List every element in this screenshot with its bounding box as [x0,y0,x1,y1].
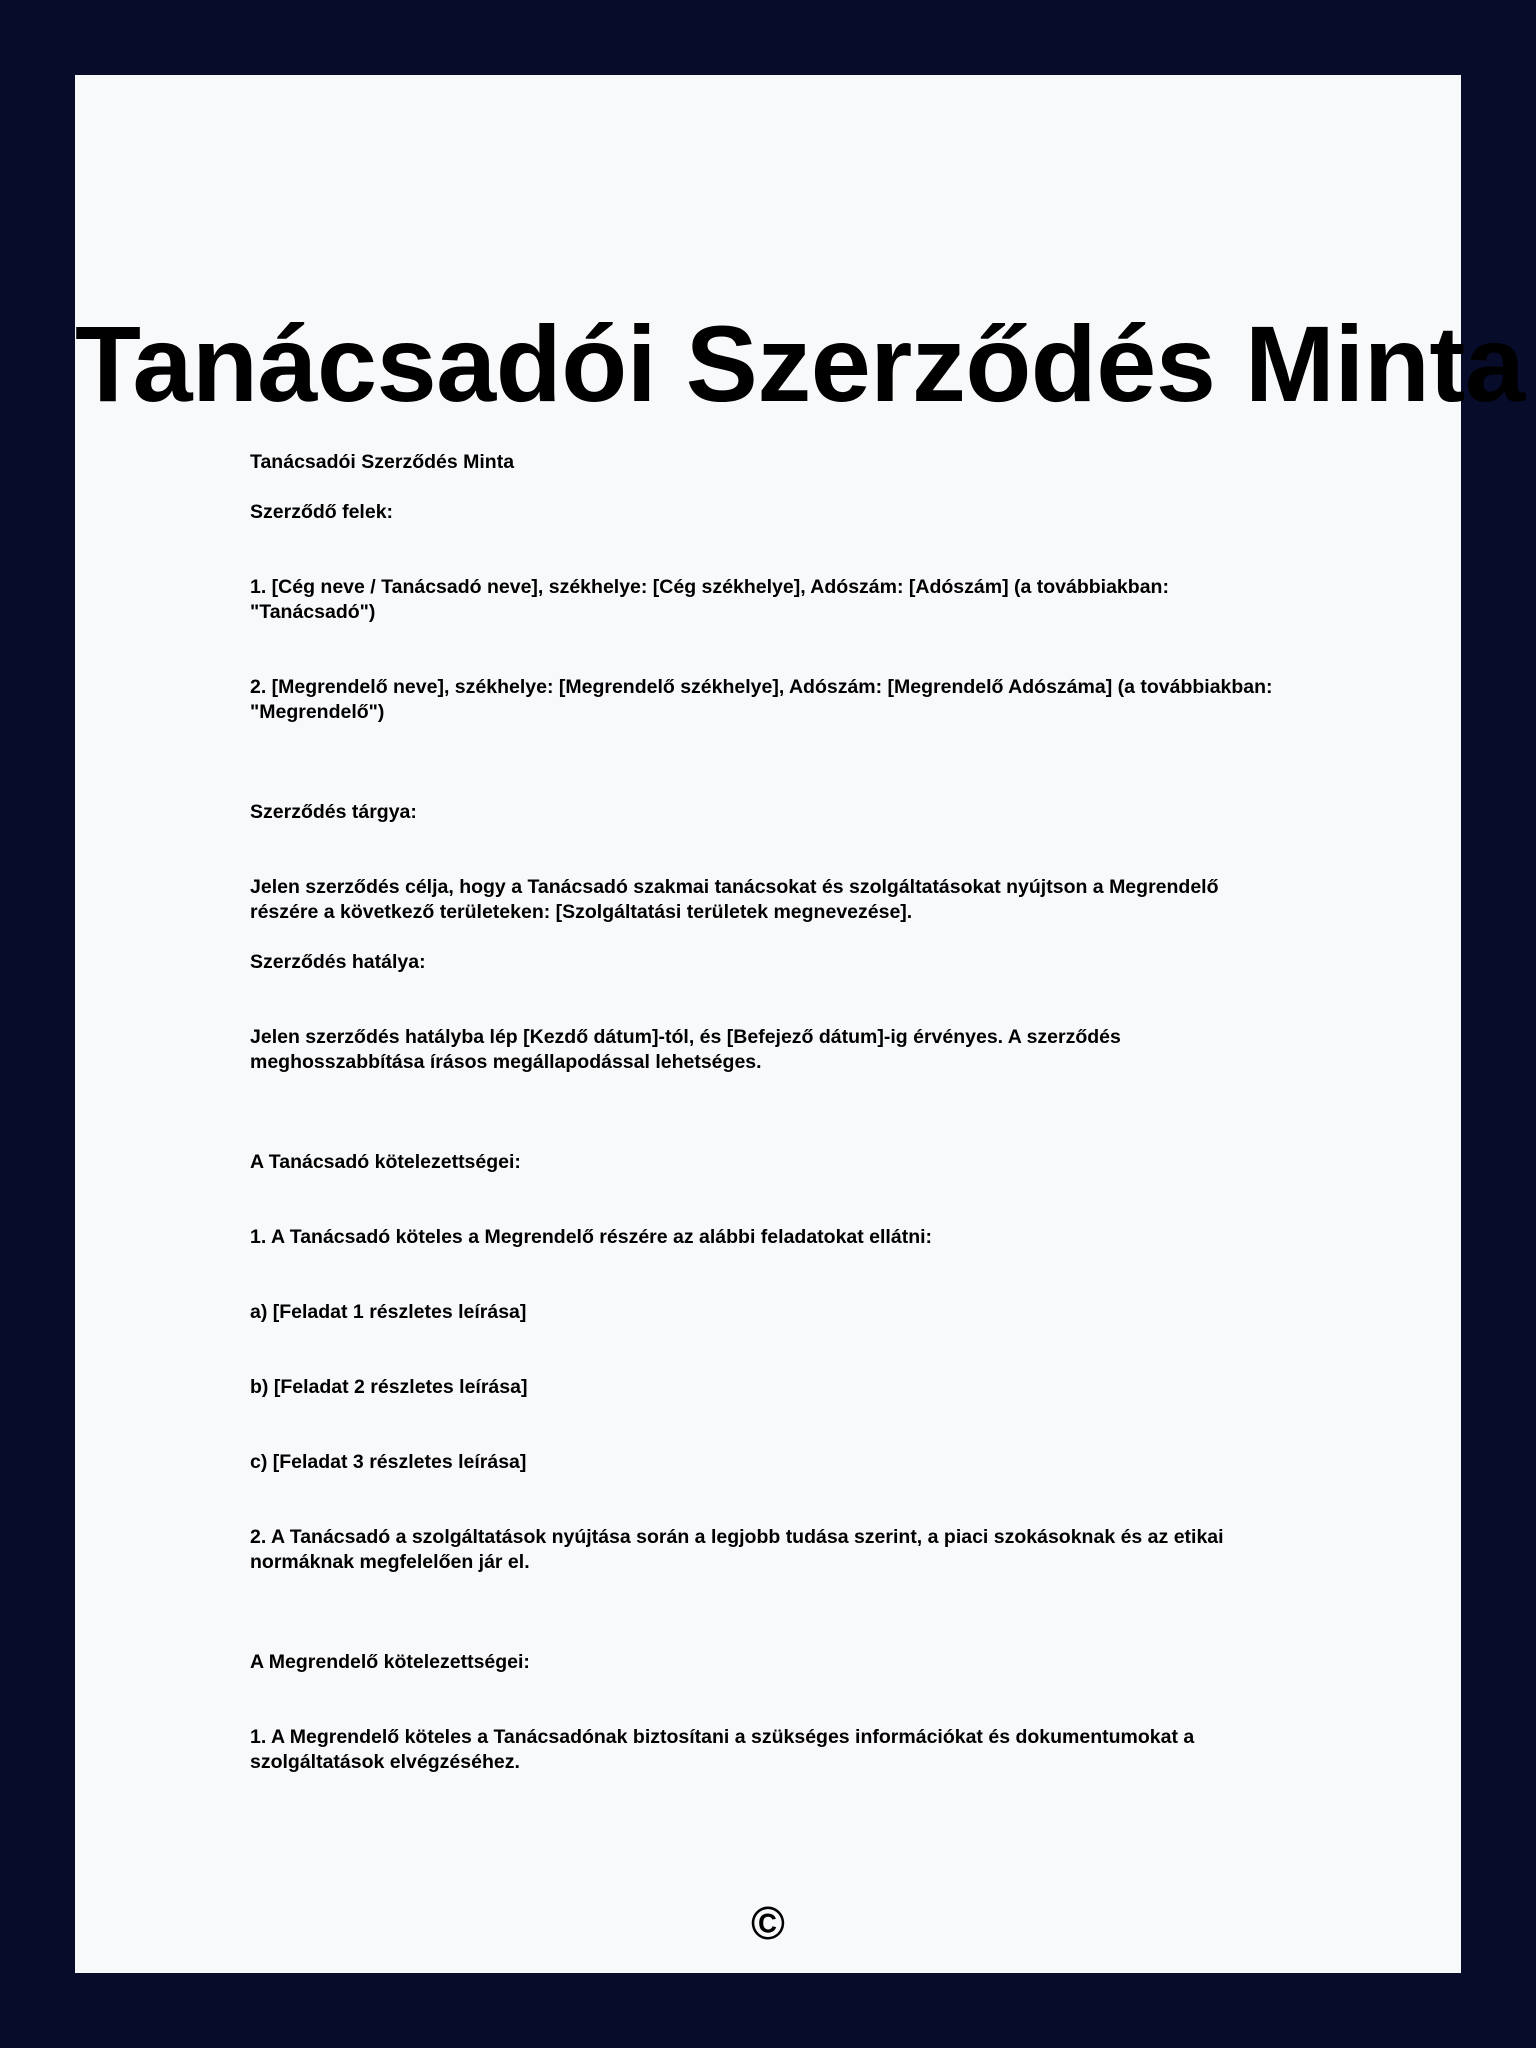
party-2-paragraph: 2. [Megrendelő neve], székhelye: [Megrendelő székhelye], Adószám: [Megrendelő Adószáma] (a továbbiakban: "Megrendelő") [250,676,1273,723]
task-item-a: a) [Feladat 1 részletes leírása] [250,1301,527,1323]
copyright-icon: © [751,1897,785,1949]
section-heading-subject: Szerződés tárgya: [250,801,417,823]
client-obligation-1: 1. A Megrendelő köteles a Tanácsadónak biztosítani a szükséges információkat és dokumentumokat a szolgáltatások elvégzéséhez. [250,1726,1195,1773]
section-heading-validity: Szerződés hatálya: [250,951,426,973]
section-heading-consultant-obligations: A Tanácsadó kötelezettségei: [250,1151,521,1173]
consultant-obligation-2: 2. A Tanácsadó a szolgáltatások nyújtása során a legjobb tudása szerint, a piaci szokásoknak és az etikai normáknak megfelelően jár el. [250,1526,1224,1573]
validity-paragraph: Jelen szerződés hatályba lép [Kezdő dátum]-tól, és [Befejező dátum]-ig érvényes. A szerződés meghosszabbítása írásos megállapodással lehetséges. [250,1026,1121,1073]
document-body [250,450,1290,1775]
document-title: Tanácsadói Szerződés Minta [75,303,1525,424]
consultant-obligation-1: 1. A Tanácsadó köteles a Megrendelő részére az alábbi feladatokat ellátni: [250,1226,933,1248]
body-heading: Tanácsadói Szerződés Minta [250,451,515,473]
document-page [75,75,1525,1973]
party-1-paragraph: 1. [Cég neve / Tanácsadó neve], székhelye: [Cég székhelye], Adószám: [Adószám] (a továbbiakban: "Tanácsadó") [250,576,1169,623]
task-item-b: b) [Feladat 2 részletes leírása] [250,1376,528,1398]
section-heading-client-obligations: A Megrendelő kötelezettségei: [250,1651,530,1673]
subject-paragraph: Jelen szerződés célja, hogy a Tanácsadó szakmai tanácsokat és szolgáltatásokat nyújtson a Megrendelő részére a következő területeken: [Szolgáltatási területek megnevezése]. [250,876,1219,923]
task-item-c: c) [Feladat 3 részletes leírása] [250,1451,527,1473]
section-heading-parties: Szerződő felek: [250,501,394,523]
